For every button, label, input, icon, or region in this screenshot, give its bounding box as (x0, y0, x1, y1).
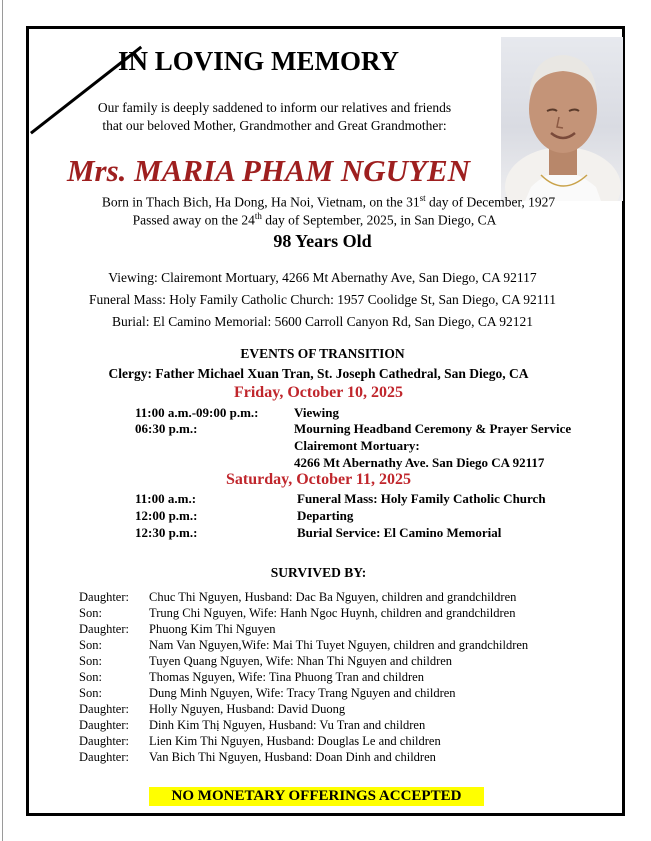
intro-line-2: that our beloved Mother, Grandmother and Great Grandmother: (102, 118, 447, 133)
survivor-relation: Son: (79, 670, 102, 684)
survivor-row (79, 606, 528, 622)
clergy-line: Clergy: Father Michael Xuan Tran, St. Joseph Cathedral, San Diego, CA (108, 366, 529, 381)
survivor-detail: Trung Chi Nguyen, Wife: Hanh Ngoc Huynh, children and grandchildren (149, 606, 516, 620)
survived-heading: SURVIVED BY: (270, 565, 367, 580)
age-label: 98 Years Old (273, 231, 372, 251)
event-desc: Viewing (294, 405, 340, 420)
event-desc: Burial Service: El Camino Memorial (297, 525, 502, 540)
intro-line-1: Our family is deeply saddened to inform our relatives and friends (97, 100, 452, 115)
survivor-list (79, 590, 528, 766)
events-heading: EVENTS OF TRANSITION (240, 346, 405, 361)
survivor-relation: Son: (79, 686, 102, 700)
event-time: 11:00 a.m.: (135, 491, 197, 506)
event-desc: 4266 Mt Abernathy Ave. San Diego CA 92117 (294, 455, 545, 470)
survivor-relation: Daughter: (79, 734, 129, 748)
survivor-relation: Daughter: (79, 622, 129, 636)
day-date-friday: Friday, October 10, 2025 (233, 384, 404, 401)
event-time: 11:00 a.m.-09:00 p.m.: (135, 405, 259, 420)
survivor-row (79, 750, 528, 766)
event-desc: Clairemont Mortuary: (294, 438, 420, 453)
passing-line: Passed away on the 24th day of September, 2025, in San Diego, CA (132, 211, 497, 228)
day-date-saturday: Saturday, October 11, 2025 (225, 471, 412, 488)
event-desc: Funeral Mass: Holy Family Catholic Church (297, 491, 546, 506)
survivor-row (79, 670, 528, 686)
survivor-detail: Thomas Nguyen, Wife: Tina Phuong Tran and children (149, 670, 424, 684)
memorial-frame (26, 26, 625, 816)
venue-burial: Burial: El Camino Memorial: 5600 Carroll Canyon Rd, San Diego, CA 92121 (111, 314, 534, 329)
survivor-detail: Holly Nguyen, Husband: David Duong (149, 702, 346, 716)
event-desc: Departing (297, 508, 354, 523)
survivor-row (79, 686, 528, 702)
survivor-row (79, 702, 528, 718)
survivor-detail: Nam Van Nguyen,Wife: Mai Thi Tuyet Nguyen, children and grandchildren (149, 638, 529, 652)
no-offerings-notice: NO MONETARY OFFERINGS ACCEPTED (149, 787, 484, 806)
event-time: 12:30 p.m.: (135, 525, 198, 540)
survivor-detail: Dinh Kim Thị Nguyen, Husband: Vu Tran and children (149, 718, 426, 732)
deceased-name: Mrs. MARIA PHAM NGUYEN (66, 153, 471, 188)
page-title: IN LOVING MEMORY (117, 46, 400, 76)
survivor-detail: Tuyen Quang Nguyen, Wife: Nhan Thi Nguyen and children (149, 654, 453, 668)
event-desc: Mourning Headband Ceremony & Prayer Service (294, 421, 572, 436)
survivor-relation: Son: (79, 606, 102, 620)
survivor-relation: Daughter: (79, 590, 129, 604)
venue-funeral-mass: Funeral Mass: Holy Family Catholic Church: 1957 Coolidge St, San Diego, CA 92111 (89, 292, 556, 307)
survivor-detail: Van Bich Thi Nguyen, Husband: Doan Dinh and children (149, 750, 436, 764)
survivor-relation: Daughter: (79, 718, 129, 732)
survivor-row (79, 718, 528, 734)
survivor-row (79, 622, 528, 638)
survivor-row (79, 638, 528, 654)
survivor-relation: Son: (79, 638, 102, 652)
survivor-detail: Lien Kim Thi Nguyen, Husband: Douglas Le and children (149, 734, 441, 748)
survivor-row (79, 734, 528, 750)
survivor-row (79, 654, 528, 670)
event-time: 06:30 p.m.: (135, 421, 198, 436)
venue-viewing: Viewing: Clairemont Mortuary, 4266 Mt Abernathy Ave, San Diego, CA 92117 (108, 270, 537, 285)
survivor-row (79, 590, 528, 606)
survivor-relation: Daughter: (79, 702, 129, 716)
survivor-relation: Daughter: (79, 750, 129, 764)
survivor-detail: Dung Minh Nguyen, Wife: Tracy Trang Nguyen and children (149, 686, 456, 700)
survivor-detail: Phuong Kim Thi Nguyen (149, 622, 276, 636)
survivor-relation: Son: (79, 654, 102, 668)
event-time: 12:00 p.m.: (135, 508, 198, 523)
survivor-detail: Chuc Thi Nguyen, Husband: Dac Ba Nguyen, children and grandchildren (149, 590, 517, 604)
birth-line: Born in Thach Bich, Ha Dong, Ha Noi, Vietnam, on the 31st day of December, 1927 (101, 193, 556, 210)
